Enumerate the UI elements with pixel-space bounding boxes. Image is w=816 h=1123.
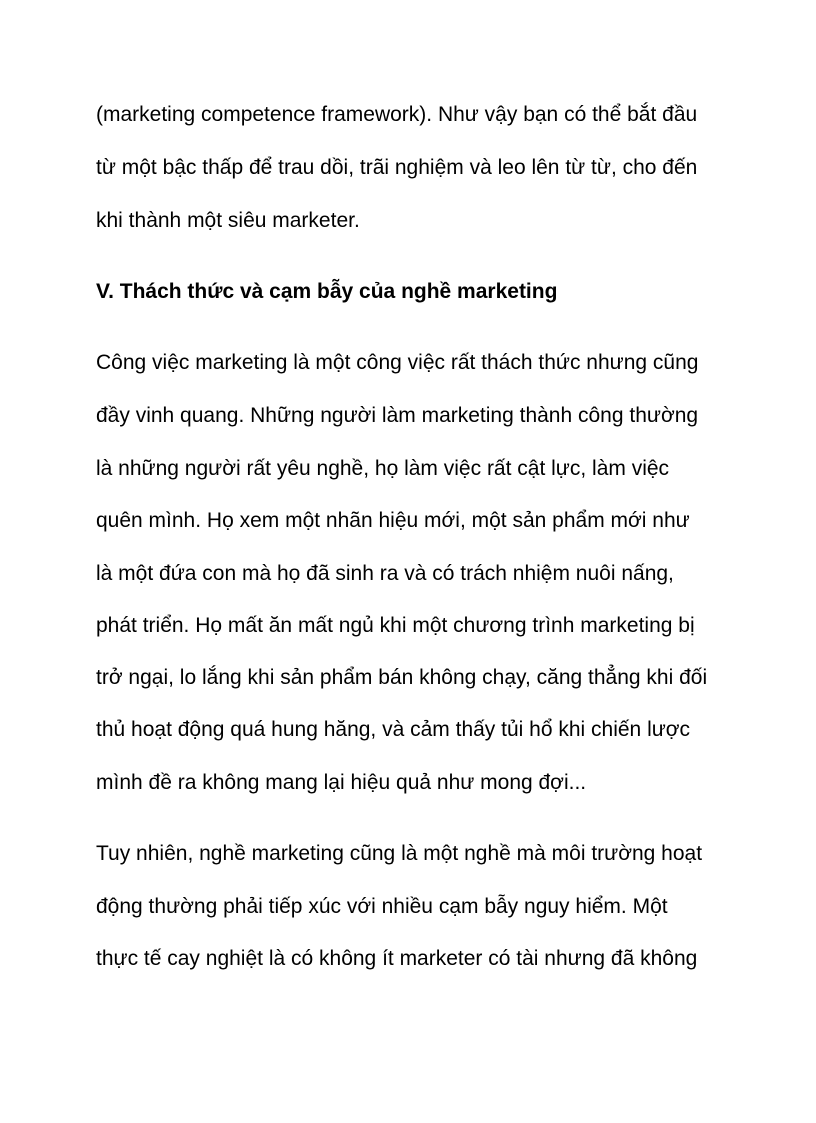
paragraph-2-line-1: Công việc marketing là một công việc rất thách thức nhưng cũng [96, 351, 699, 374]
paragraph-3-line-2: động thường phải tiếp xúc với nhiều cạm bẫy nguy hiểm. Một [96, 895, 668, 918]
paragraph-2-line-9: mình đề ra không mang lại hiệu quả như mong đợi... [96, 771, 587, 794]
paragraph-3-line-3: thực tế cay nghiệt là có không ít marketer có tài nhưng đã không [96, 947, 698, 970]
paragraph-2-line-7: trở ngại, lo lắng khi sản phẩm bán không chạy, căng thẳng khi đối [96, 666, 708, 689]
paragraph-3-line-1: Tuy nhiên, nghề marketing cũng là một nghề mà môi trường hoạt [96, 842, 703, 865]
paragraph-2-line-8: thủ hoạt động quá hung hăng, và cảm thấy tủi hổ khi chiến lược [96, 718, 691, 741]
paragraph-1-line-3: khi thành một siêu marketer. [96, 209, 360, 232]
paragraph-2-line-5: là một đứa con mà họ đã sinh ra và có trách nhiệm nuôi nấng, [96, 562, 674, 585]
paragraph-2-line-3: là những người rất yêu nghề, họ làm việc rất cật lực, làm việc [96, 457, 670, 480]
paragraph-1-line-1: (marketing competence framework). Như vậy bạn có thể bắt đầu [96, 103, 698, 126]
paragraph-2-line-2: đầy vinh quang. Những người làm marketing thành công thường [96, 404, 699, 427]
paragraph-2-line-4: quên mình. Họ xem một nhãn hiệu mới, một sản phẩm mới như [96, 509, 690, 532]
paragraph-1-line-2: từ một bậc thấp để trau dồi, trãi nghiệm và leo lên từ từ, cho đến [96, 156, 698, 179]
paragraph-2-line-6: phát triển. Họ mất ăn mất ngủ khi một chương trình marketing bị [96, 614, 695, 637]
section-heading: V. Thách thức và cạm bẫy của nghề marketing [96, 280, 558, 303]
